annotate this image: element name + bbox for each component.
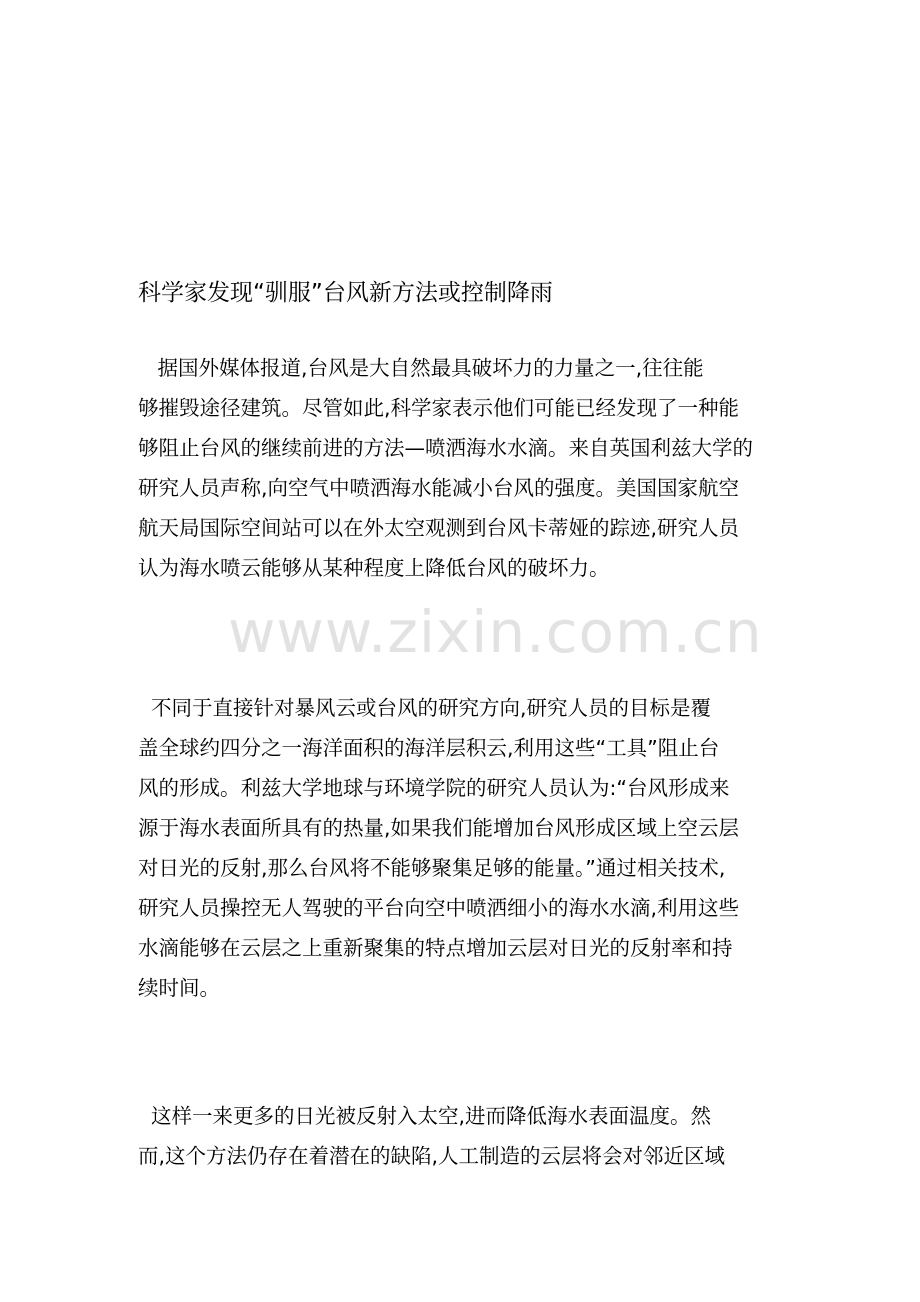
paragraph-line: 水滴能够在云层之上重新聚集的特点增加云层对日光的反射率和持 — [138, 936, 733, 960]
paragraph-line: 风的形成。利兹大学地球与环境学院的研究人员认为:“台风形成来 — [138, 776, 730, 800]
paragraph-line: 航天局国际空间站可以在外太空观测到台风卡蒂娅的踪迹,研究人员 — [138, 516, 740, 540]
article-title: 科学家发现“驯服”台风新方法或控制降雨 — [138, 280, 553, 306]
watermark-text: www.zixin.com.cn — [228, 598, 763, 666]
paragraph-line: 够摧毁途径建筑。尽管如此,科学家表示他们可能已经发现了一种能 — [138, 396, 740, 420]
paragraph-line: 盖全球约四分之一海洋面积的海洋层积云,利用这些“工具”阻止台 — [138, 736, 720, 760]
paragraph-1 — [138, 348, 818, 588]
paragraph-2 — [138, 688, 818, 1008]
paragraph-line: 续时间。 — [138, 976, 220, 1000]
paragraph-line: 据国外媒体报道,台风是大自然最具破坏力的力量之一,往往能 — [138, 356, 704, 380]
paragraph-line: 对日光的反射,那么台风将不能够聚集足够的能量。”通过相关技术, — [138, 856, 726, 880]
paragraph-line: 研究人员操控无人驾驶的平台向空中喷洒细小的海水水滴,利用这些 — [138, 896, 740, 920]
paragraph-line: 研究人员声称,向空气中喷洒海水能减小台风的强度。美国国家航空 — [138, 476, 740, 500]
paragraph-line: 而,这个方法仍存在着潜在的缺陷,人工制造的云层将会对邻近区域 — [138, 1144, 726, 1168]
paragraph-3 — [138, 1096, 818, 1176]
paragraph-line: 这样一来更多的日光被反射入太空,进而降低海水表面温度。然 — [138, 1104, 712, 1128]
paragraph-line: 不同于直接针对暴风云或台风的研究方向,研究人员的目标是覆 — [138, 696, 712, 720]
paragraph-line: 认为海水喷云能够从某种程度上降低台风的破坏力。 — [138, 556, 610, 580]
paragraph-line: 够阻止台风的继续前进的方法—喷洒海水水滴。来自英国利兹大学的 — [138, 436, 753, 460]
paragraph-line: 源于海水表面所具有的热量,如果我们能增加台风形成区域上空云层 — [138, 816, 740, 840]
